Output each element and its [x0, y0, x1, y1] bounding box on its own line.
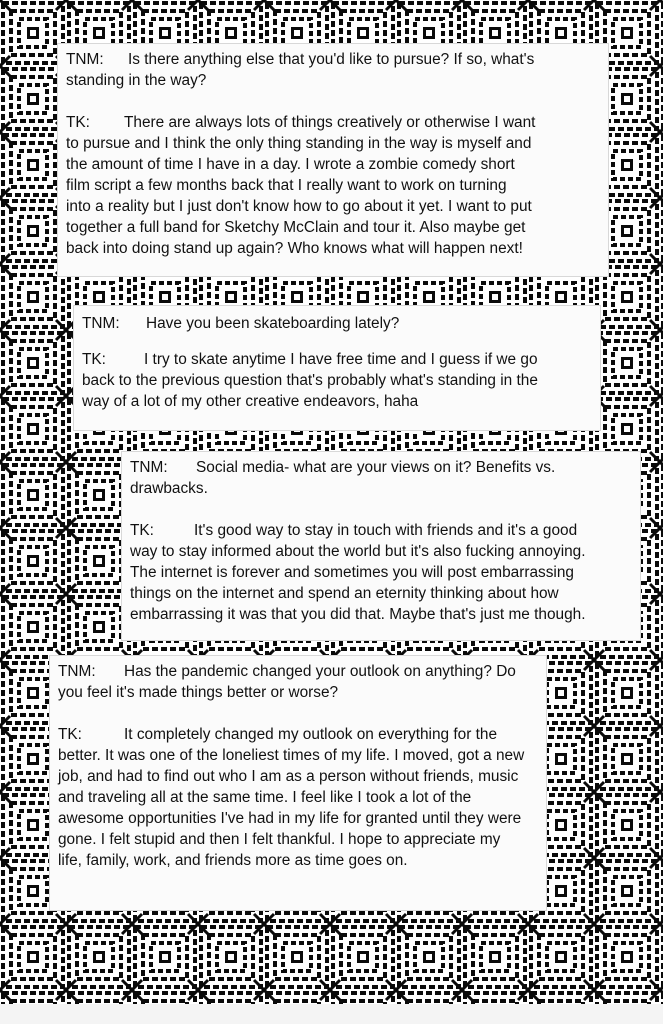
qa-block-2: TNM: Have you been skateboarding lately? TK: I try to skate anytime I have free time and I guess if we go back to the previous question that's probably what's standing in the way of a lot of my other creative endeavors, haha [74, 306, 600, 430]
answer-speaker: TK: [130, 522, 154, 539]
question-text: Have you been skateboarding lately? [146, 315, 400, 332]
qa-block-4: TNM: Has the pandemic changed your outlook on anything? Do you feel it's made things better or worse? TK: It completely changed my outlook on everything for the better. It was one of the loneliest times of my life. I moved, got a new job, and had to find out who I am as a person without friends, music and traveling all at the same time. I feel like I took a lot of the awesome opportunities I've had in my life for granted until they were gone. I felt stupid and then I felt thankful. I hope to appreciate my life, family, work, and friends more as time goes on. [50, 656, 546, 910]
question-text-l1: Is there anything else that you'd like to pursue? If so, what's [128, 51, 535, 68]
answer-speaker: TK: [82, 351, 106, 368]
answer-speaker: TK: [58, 726, 82, 743]
question-speaker: TNM: [66, 51, 104, 68]
question-speaker: TNM: [130, 459, 168, 476]
qa-block-3: TNM: Social media- what are your views on it? Benefits vs. drawbacks. TK: It's good way to stay in touch with friends and it's a good way to stay informed about the world but it's also fucking annoying. The internet is forever and sometimes you will post embarrassing things on the internet and spend an eternity thinking about how embarrassing it was that you did that. Maybe that's just me though. [122, 452, 640, 640]
answer-speaker: TK: [66, 114, 90, 131]
question-text-l2: standing in the way? [66, 72, 207, 89]
question-speaker: TNM: [82, 315, 120, 332]
question-speaker: TNM: [58, 663, 96, 680]
qa-block-1: TNM: Is there anything else that you'd like to pursue? If so, what's standing in the way? TK: There are always lots of things creatively or otherwise I want to pursue and I think the only thing standing in the way is myself and the amount of time I have in a day. I wrote a zombie comedy short film script a few months back that I really want to work on turning into a reality but I just don't know how to go about it yet. I want to put together a full band for Sketchy McClain and tour it. Also maybe get back into doing stand up again? Who knows what will happen next! [58, 44, 608, 276]
